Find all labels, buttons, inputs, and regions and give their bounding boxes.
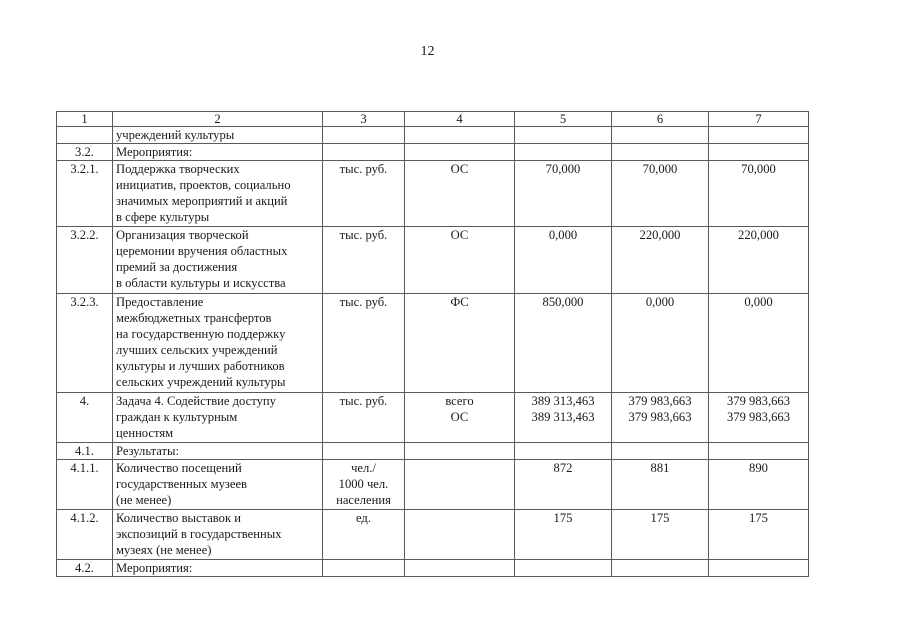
funding-source-cell (405, 460, 515, 510)
value-col5 (515, 560, 612, 577)
value-col6: 220,000 (612, 227, 709, 294)
funding-source-cell (405, 560, 515, 577)
unit-cell: тыс. руб. (323, 294, 405, 393)
item-name: Количество посещений государственных музеев (не менее) (113, 460, 323, 510)
item-name: учреждений культуры (113, 127, 323, 144)
table-row (57, 560, 809, 577)
funding-source-cell: всего ОС (405, 393, 515, 443)
value-col7: 890 (709, 460, 809, 510)
unit-cell: тыс. руб. (323, 393, 405, 443)
item-name: Мероприятия: (113, 144, 323, 161)
funding-source-cell (405, 510, 515, 560)
value-col5 (515, 144, 612, 161)
value-col5: 850,000 (515, 294, 612, 393)
unit-cell: ед. (323, 510, 405, 560)
value-col6 (612, 127, 709, 144)
item-number: 4.1.1. (57, 460, 113, 510)
value-col7: 220,000 (709, 227, 809, 294)
item-number: 3.2. (57, 144, 113, 161)
value-col7: 175 (709, 510, 809, 560)
unit-cell (323, 560, 405, 577)
value-col7: 0,000 (709, 294, 809, 393)
funding-source-cell (405, 144, 515, 161)
table-row (57, 393, 809, 443)
unit-cell (323, 443, 405, 460)
header-cell: 3 (323, 112, 405, 127)
table-row (57, 161, 809, 227)
table-row (57, 144, 809, 161)
unit-cell (323, 127, 405, 144)
value-col5: 0,000 (515, 227, 612, 294)
value-col5: 175 (515, 510, 612, 560)
item-number: 4. (57, 393, 113, 443)
item-name: Поддержка творческих инициатив, проектов, социально значимых мероприятий и акций в сфере культуры (113, 161, 323, 227)
value-col6 (612, 443, 709, 460)
header-cell: 2 (113, 112, 323, 127)
header-cell: 6 (612, 112, 709, 127)
item-name: Организация творческой церемонии вручения областных премий за достижения в области культуры и искусства (113, 227, 323, 294)
value-col5: 389 313,463 389 313,463 (515, 393, 612, 443)
table-header-row (57, 112, 809, 127)
funding-source-cell (405, 443, 515, 460)
page-number: 12 (420, 44, 435, 59)
value-col5 (515, 127, 612, 144)
value-col6 (612, 144, 709, 161)
value-col6: 379 983,663 379 983,663 (612, 393, 709, 443)
header-cell: 5 (515, 112, 612, 127)
value-col6: 0,000 (612, 294, 709, 393)
item-number: 3.2.3. (57, 294, 113, 393)
value-col7 (709, 127, 809, 144)
table-row (57, 443, 809, 460)
header-cell: 1 (57, 112, 113, 127)
value-col7: 70,000 (709, 161, 809, 227)
item-name: Мероприятия: (113, 560, 323, 577)
unit-cell (323, 144, 405, 161)
table-row (57, 227, 809, 294)
item-number: 4.1.2. (57, 510, 113, 560)
header-cell: 7 (709, 112, 809, 127)
table-row (57, 510, 809, 560)
item-name: Количество выставок и экспозиций в государственных музеях (не менее) (113, 510, 323, 560)
header-cell: 4 (405, 112, 515, 127)
unit-cell: чел./ 1000 чел. населения (323, 460, 405, 510)
item-number: 4.2. (57, 560, 113, 577)
value-col5 (515, 443, 612, 460)
item-name: Результаты: (113, 443, 323, 460)
program-indicators-table (56, 111, 809, 577)
item-number: 3.2.2. (57, 227, 113, 294)
value-col6: 881 (612, 460, 709, 510)
value-col5: 872 (515, 460, 612, 510)
value-col6 (612, 560, 709, 577)
item-number: 4.1. (57, 443, 113, 460)
funding-source-cell: ФС (405, 294, 515, 393)
funding-source-cell: ОС (405, 161, 515, 227)
item-number: 3.2.1. (57, 161, 113, 227)
unit-cell: тыс. руб. (323, 227, 405, 294)
item-name: Предоставление межбюджетных трансфертов на государственную поддержку лучших сельских учреждений культуры и лучших работников сельских учреждений культуры (113, 294, 323, 393)
value-col7 (709, 443, 809, 460)
value-col7: 379 983,663 379 983,663 (709, 393, 809, 443)
value-col7 (709, 560, 809, 577)
value-col7 (709, 144, 809, 161)
value-col6: 175 (612, 510, 709, 560)
funding-source-cell: ОС (405, 227, 515, 294)
unit-cell: тыс. руб. (323, 161, 405, 227)
table-row (57, 127, 809, 144)
value-col5: 70,000 (515, 161, 612, 227)
value-col6: 70,000 (612, 161, 709, 227)
item-name: Задача 4. Содействие доступу граждан к культурным ценностям (113, 393, 323, 443)
item-number (57, 127, 113, 144)
funding-source-cell (405, 127, 515, 144)
table-row (57, 460, 809, 510)
table-row (57, 294, 809, 393)
